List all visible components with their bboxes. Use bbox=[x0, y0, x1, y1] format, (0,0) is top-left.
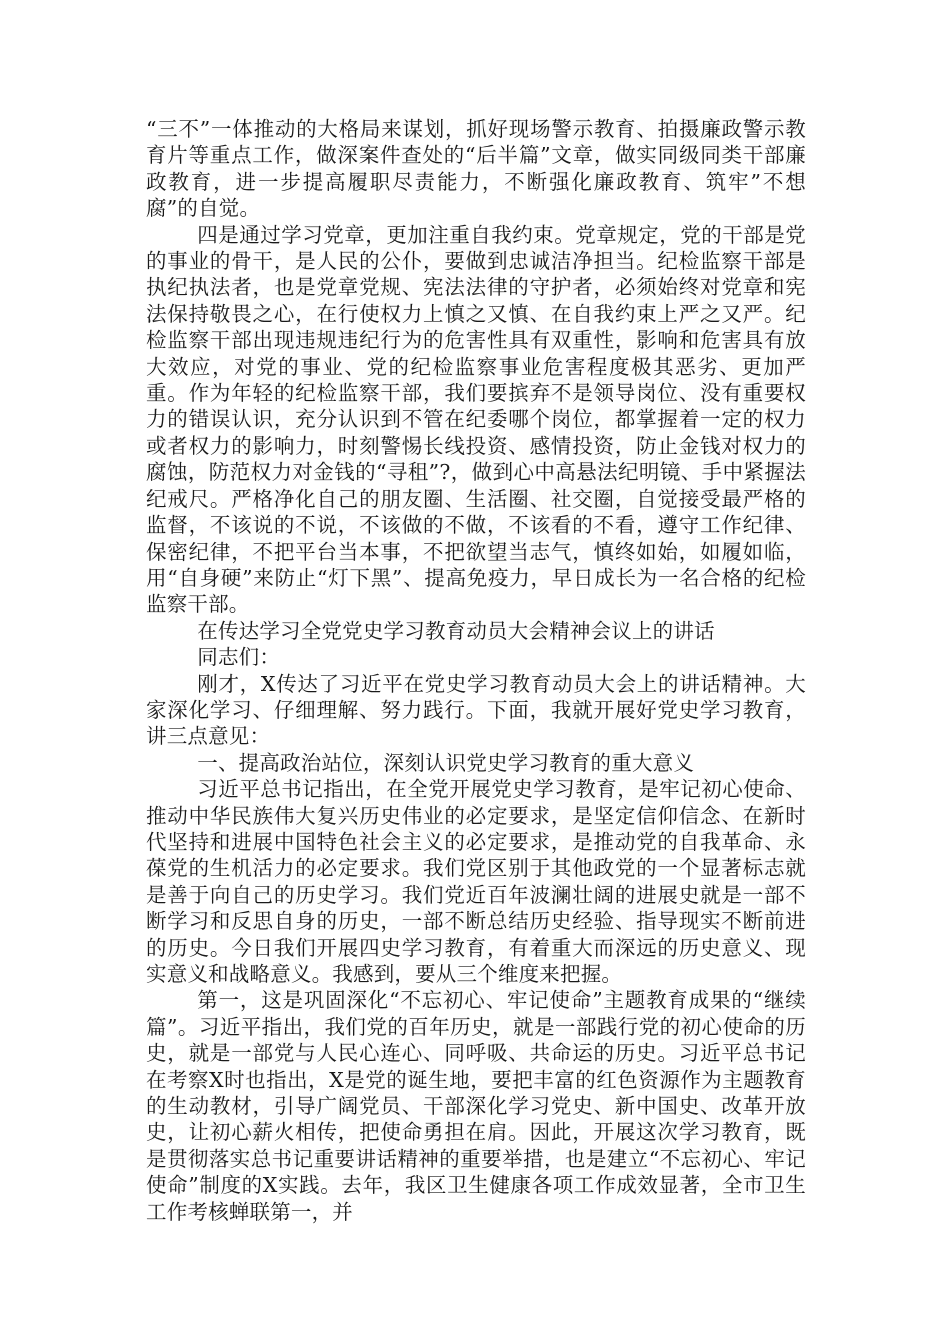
paragraph-first-point: 第一，这是巩固深化“不忘初心、牢记使命”主题教育成果的“继续篇”。习近平指出，我们党的百年历史，就是一部践行党的初心使命的历史，就是一部党与人民心连心、同呼吸、共命运的历史。习近平总书记在考察X时也指出，X是党的诞生地，要把丰富的红色资源作为主题教育的生动教材，引导广阔党员、干部深化学习党史、新中国史、改革开放史，让初心薪火相传，把使命勇担在肩。因此，开展这次学习教育，既是贯彻落实总书记重要讲话精神的重要举措，也是建立“不忘初心、牢记使命”制度的X实践。去年，我区卫生健康各项工作成效显著，全市卫生工作考核蝉联第一，并 bbox=[146, 988, 806, 1224]
speech-title: 在传达学习全党党史学习教育动员大会精神会议上的讲话 bbox=[197, 618, 715, 643]
paragraph-party-constitution: 四是通过学习党章，更加注重自我约束。党章规定，党的干部是党的事业的骨干，是人民的公仆，要做到忠诚洁净担当。纪检监察干部是执纪执法者，也是党章党规、宪法法律的守护者，必须始终对党章和宪法保持敬畏之心，在行使权力上慎之又慎、在自我约束上严之又严。纪检监察干部出现违规违纪行为的危害性具有双重性，影响和危害具有放大效应，对党的事业、党的纪检监察事业危害程度极其恶劣、更加严重。作为年轻的纪检监察干部，我们要摈弃不是领导岗位、没有重要权力的错误认识，充分认识到不管在纪委哪个岗位，都掌握着一定的权力或者权力的影响力，时刻警惕长线投资、感情投资，防止金钱对权力的腐蚀，防范权力对金钱的“寻租”?，做到心中高悬法纪明镜、手中紧握法纪戒尺。严格净化自己的朋友圈、生活圈、社交圈，自觉接受最严格的监督，不该说的不说，不该做的不做，不该看的不看，遵守工作纪律、保密纪律，不把平台当本事，不把欲望当志气，慎终如始，如履如临，用“自身硬”来防止“灯下黑”、提高免疫力，早日成长为一名合格的纪检监察干部。 bbox=[146, 222, 806, 617]
document-page bbox=[146, 116, 806, 1225]
paragraph-intro: 刚才，X传达了习近平在党史学习教育动员大会上的讲话精神。大家深化学习、仔细理解、努力践行。下面，我就开展好党史学习教育，讲三点意见： bbox=[146, 671, 806, 749]
salutation: 同志们： bbox=[197, 645, 281, 670]
paragraph-continuation: “三不”一体推动的大格局来谋划，抓好现场警示教育、拍摄廉政警示教育片等重点工作，做深案件查处的“后半篇”文章，做实同级同类干部廉政教育，进一步提高履职尽责能力，不断强化廉政教育、筑牢”不想腐”的自觉。 bbox=[146, 117, 806, 221]
paragraph-significance: 习近平总书记指出，在全党开展党史学习教育，是牢记初心使命、推动中华民族伟大复兴历史伟业的必定要求，是坚定信仰信念、在新时代坚持和进展中国特色社会主义的必定要求，是推动党的自我革命、永葆党的生机活力的必定要求。我们党区别于其他政党的一个显著标志就是善于向自己的历史学习。我们党近百年波澜壮阔的进展史就是一部不断学习和反思自身的历史，一部不断总结历史经验、指导现实不断前进的历史。今日我们开展四史学习教育，有着重大而深远的历史意义、现实意义和战略意义。我感到，要从三个维度来把握。 bbox=[146, 777, 806, 986]
section-heading-one: 一、提高政治站位，深刻认识党史学习教育的重大意义 bbox=[197, 750, 695, 775]
